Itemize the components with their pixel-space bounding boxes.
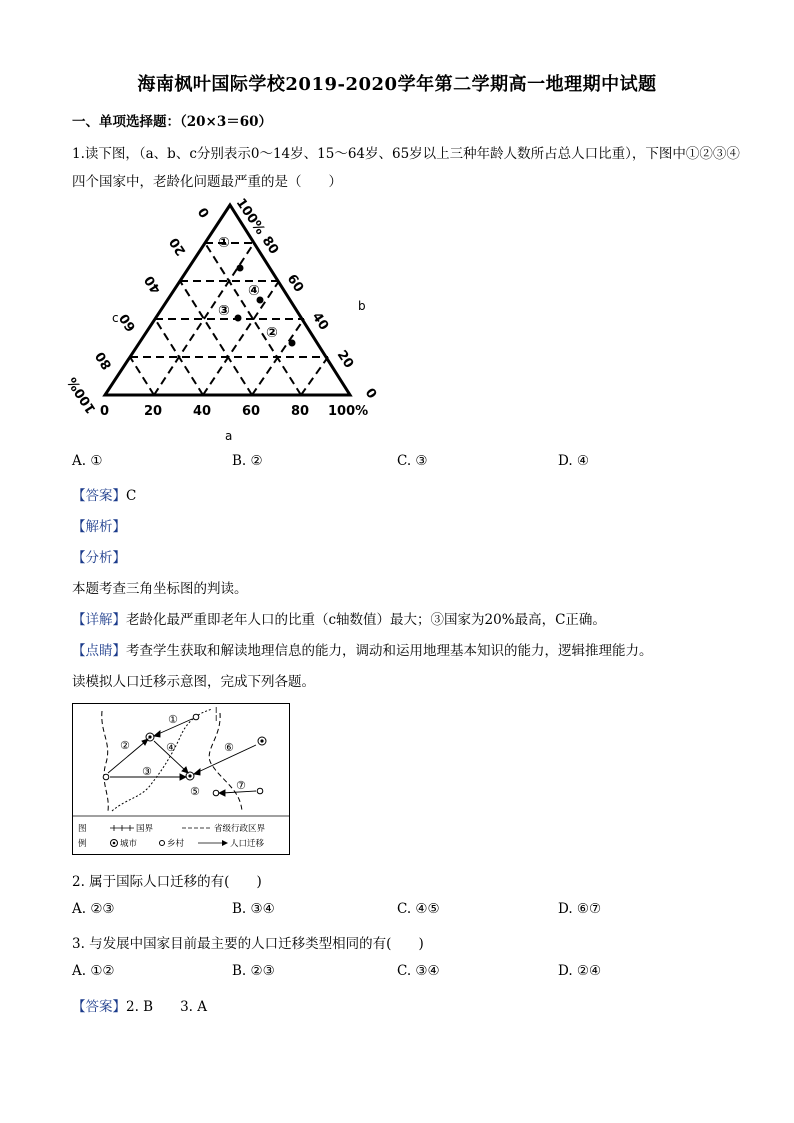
map-label-2: ②	[120, 739, 130, 752]
q3-option-a[interactable]: A. ①②	[72, 963, 115, 979]
b-axis-label: b	[358, 299, 366, 313]
q2-option-d[interactable]: D. ⑥⑦	[558, 901, 602, 917]
fenxi-tag: 【分析】	[72, 550, 126, 566]
q1-option-a[interactable]: A. ①	[72, 453, 103, 469]
svg-text:100%: 100%	[328, 404, 369, 419]
svg-text:乡村: 乡村	[167, 839, 185, 849]
svg-text:0: 0	[100, 404, 110, 419]
dianjing-text: 考查学生获取和解读地理信息的能力，调动和运用地理基本知识的能力，逻辑推理能力。	[126, 643, 653, 659]
c-axis-label: c	[112, 311, 119, 325]
map-label-5: ⑤	[190, 785, 200, 798]
svg-text:人口迁移: 人口迁移	[230, 839, 265, 849]
q1-option-b[interactable]: B. ②	[232, 453, 263, 469]
border-marker: I	[215, 706, 218, 715]
dianjing-line	[72, 639, 653, 659]
analysis-tag: 【解析】	[72, 519, 126, 535]
intro-q2-q3: 读模拟人口迁移示意图，完成下列各题。	[72, 674, 315, 690]
answer23-text: 2. B 3. A	[126, 999, 208, 1015]
svg-text:40: 40	[308, 309, 332, 334]
svg-text:例: 例	[78, 839, 87, 849]
map-label-3: ③	[142, 765, 152, 778]
point-label-3: ③	[218, 303, 230, 319]
migration-map	[72, 703, 290, 855]
point-label-4: ④	[248, 283, 260, 299]
q2-option-b[interactable]: B. ③④	[232, 901, 275, 917]
svg-text:国界: 国界	[136, 824, 154, 834]
map-label-4: ④	[166, 741, 176, 754]
fenxi-text: 本题考查三角坐标图的判读。	[72, 581, 248, 597]
point-2	[289, 340, 296, 347]
svg-text:20: 20	[333, 347, 357, 372]
svg-text:20: 20	[144, 404, 163, 419]
map-label-7: ⑦	[236, 779, 246, 792]
q1-option-c[interactable]: C. ③	[397, 453, 428, 469]
svg-text:40: 40	[193, 404, 212, 419]
triangle-outline	[105, 205, 350, 395]
detail-text: 老龄化最严重即老年人口的比重（c轴数值）最大；③国家为20%最高，C正确。	[126, 612, 606, 628]
c-axis-ticks	[65, 204, 213, 416]
svg-text:省级行政区界: 省级行政区界	[214, 824, 266, 834]
svg-text:100%: 100%	[64, 374, 100, 416]
svg-text:100%: 100%	[232, 195, 268, 238]
q1-stem-line1: 1.读下图，（a、b、c分别表示0～14岁、15～64岁、65岁以上三种年龄人数所占总人口比重），下图中①②③④	[72, 146, 740, 162]
dianjing-tag: 【点睛】	[72, 643, 126, 659]
answer-2-3	[72, 995, 207, 1015]
a-axis-ticks	[100, 404, 368, 419]
grid-lines	[130, 243, 328, 395]
svg-text:40: 40	[141, 272, 165, 296]
detail-line	[72, 608, 606, 628]
svg-text:城市: 城市	[120, 839, 138, 849]
svg-text:60: 60	[283, 271, 307, 296]
q2-option-a[interactable]: A. ②③	[72, 901, 115, 917]
answer-tag: 【答案】	[72, 488, 126, 504]
svg-text:0: 0	[361, 385, 380, 402]
ternary-diagram	[60, 190, 390, 445]
map-label-6: ⑥	[224, 741, 234, 754]
svg-text:80: 80	[291, 404, 310, 419]
answer-1	[72, 484, 136, 504]
page-title: 海南枫叶国际学校2019-2020学年第二学期高一地理期中试题	[137, 74, 657, 95]
svg-text:0: 0	[195, 204, 214, 220]
svg-text:20: 20	[166, 234, 190, 258]
q3-option-c[interactable]: C. ③④	[397, 963, 440, 979]
svg-text:60: 60	[242, 404, 261, 419]
q3-option-b[interactable]: B. ②③	[232, 963, 275, 979]
border-marker-2: I	[215, 714, 218, 723]
q3-option-d[interactable]: D. ②④	[558, 963, 602, 979]
answer-text: C	[126, 488, 137, 504]
detail-tag: 【详解】	[72, 612, 126, 628]
q2-option-c[interactable]: C. ④⑤	[397, 901, 440, 917]
svg-text:60: 60	[116, 310, 140, 334]
q1-option-d[interactable]: D. ④	[558, 453, 590, 469]
point-label-2: ②	[266, 325, 278, 341]
answer23-tag: 【答案】	[72, 999, 126, 1015]
svg-text:图: 图	[78, 824, 87, 834]
point-label-1: ①	[218, 235, 230, 251]
svg-text:80: 80	[258, 233, 282, 258]
q1-stem-line2: 四个国家中，老龄化问题最严重的是（ ）	[72, 174, 342, 190]
map-label-1: ①	[168, 713, 178, 726]
point-1	[237, 265, 244, 272]
svg-text:80: 80	[92, 348, 116, 372]
section-heading: 一、单项选择题：（20×3＝60）	[72, 114, 273, 130]
q2-stem: 2. 属于国际人口迁移的有( )	[72, 874, 262, 890]
point-3	[235, 315, 242, 322]
a-axis-label: a	[225, 429, 233, 443]
q3-stem: 3. 与发展中国家目前最主要的人口迁移类型相同的有( )	[72, 936, 424, 952]
